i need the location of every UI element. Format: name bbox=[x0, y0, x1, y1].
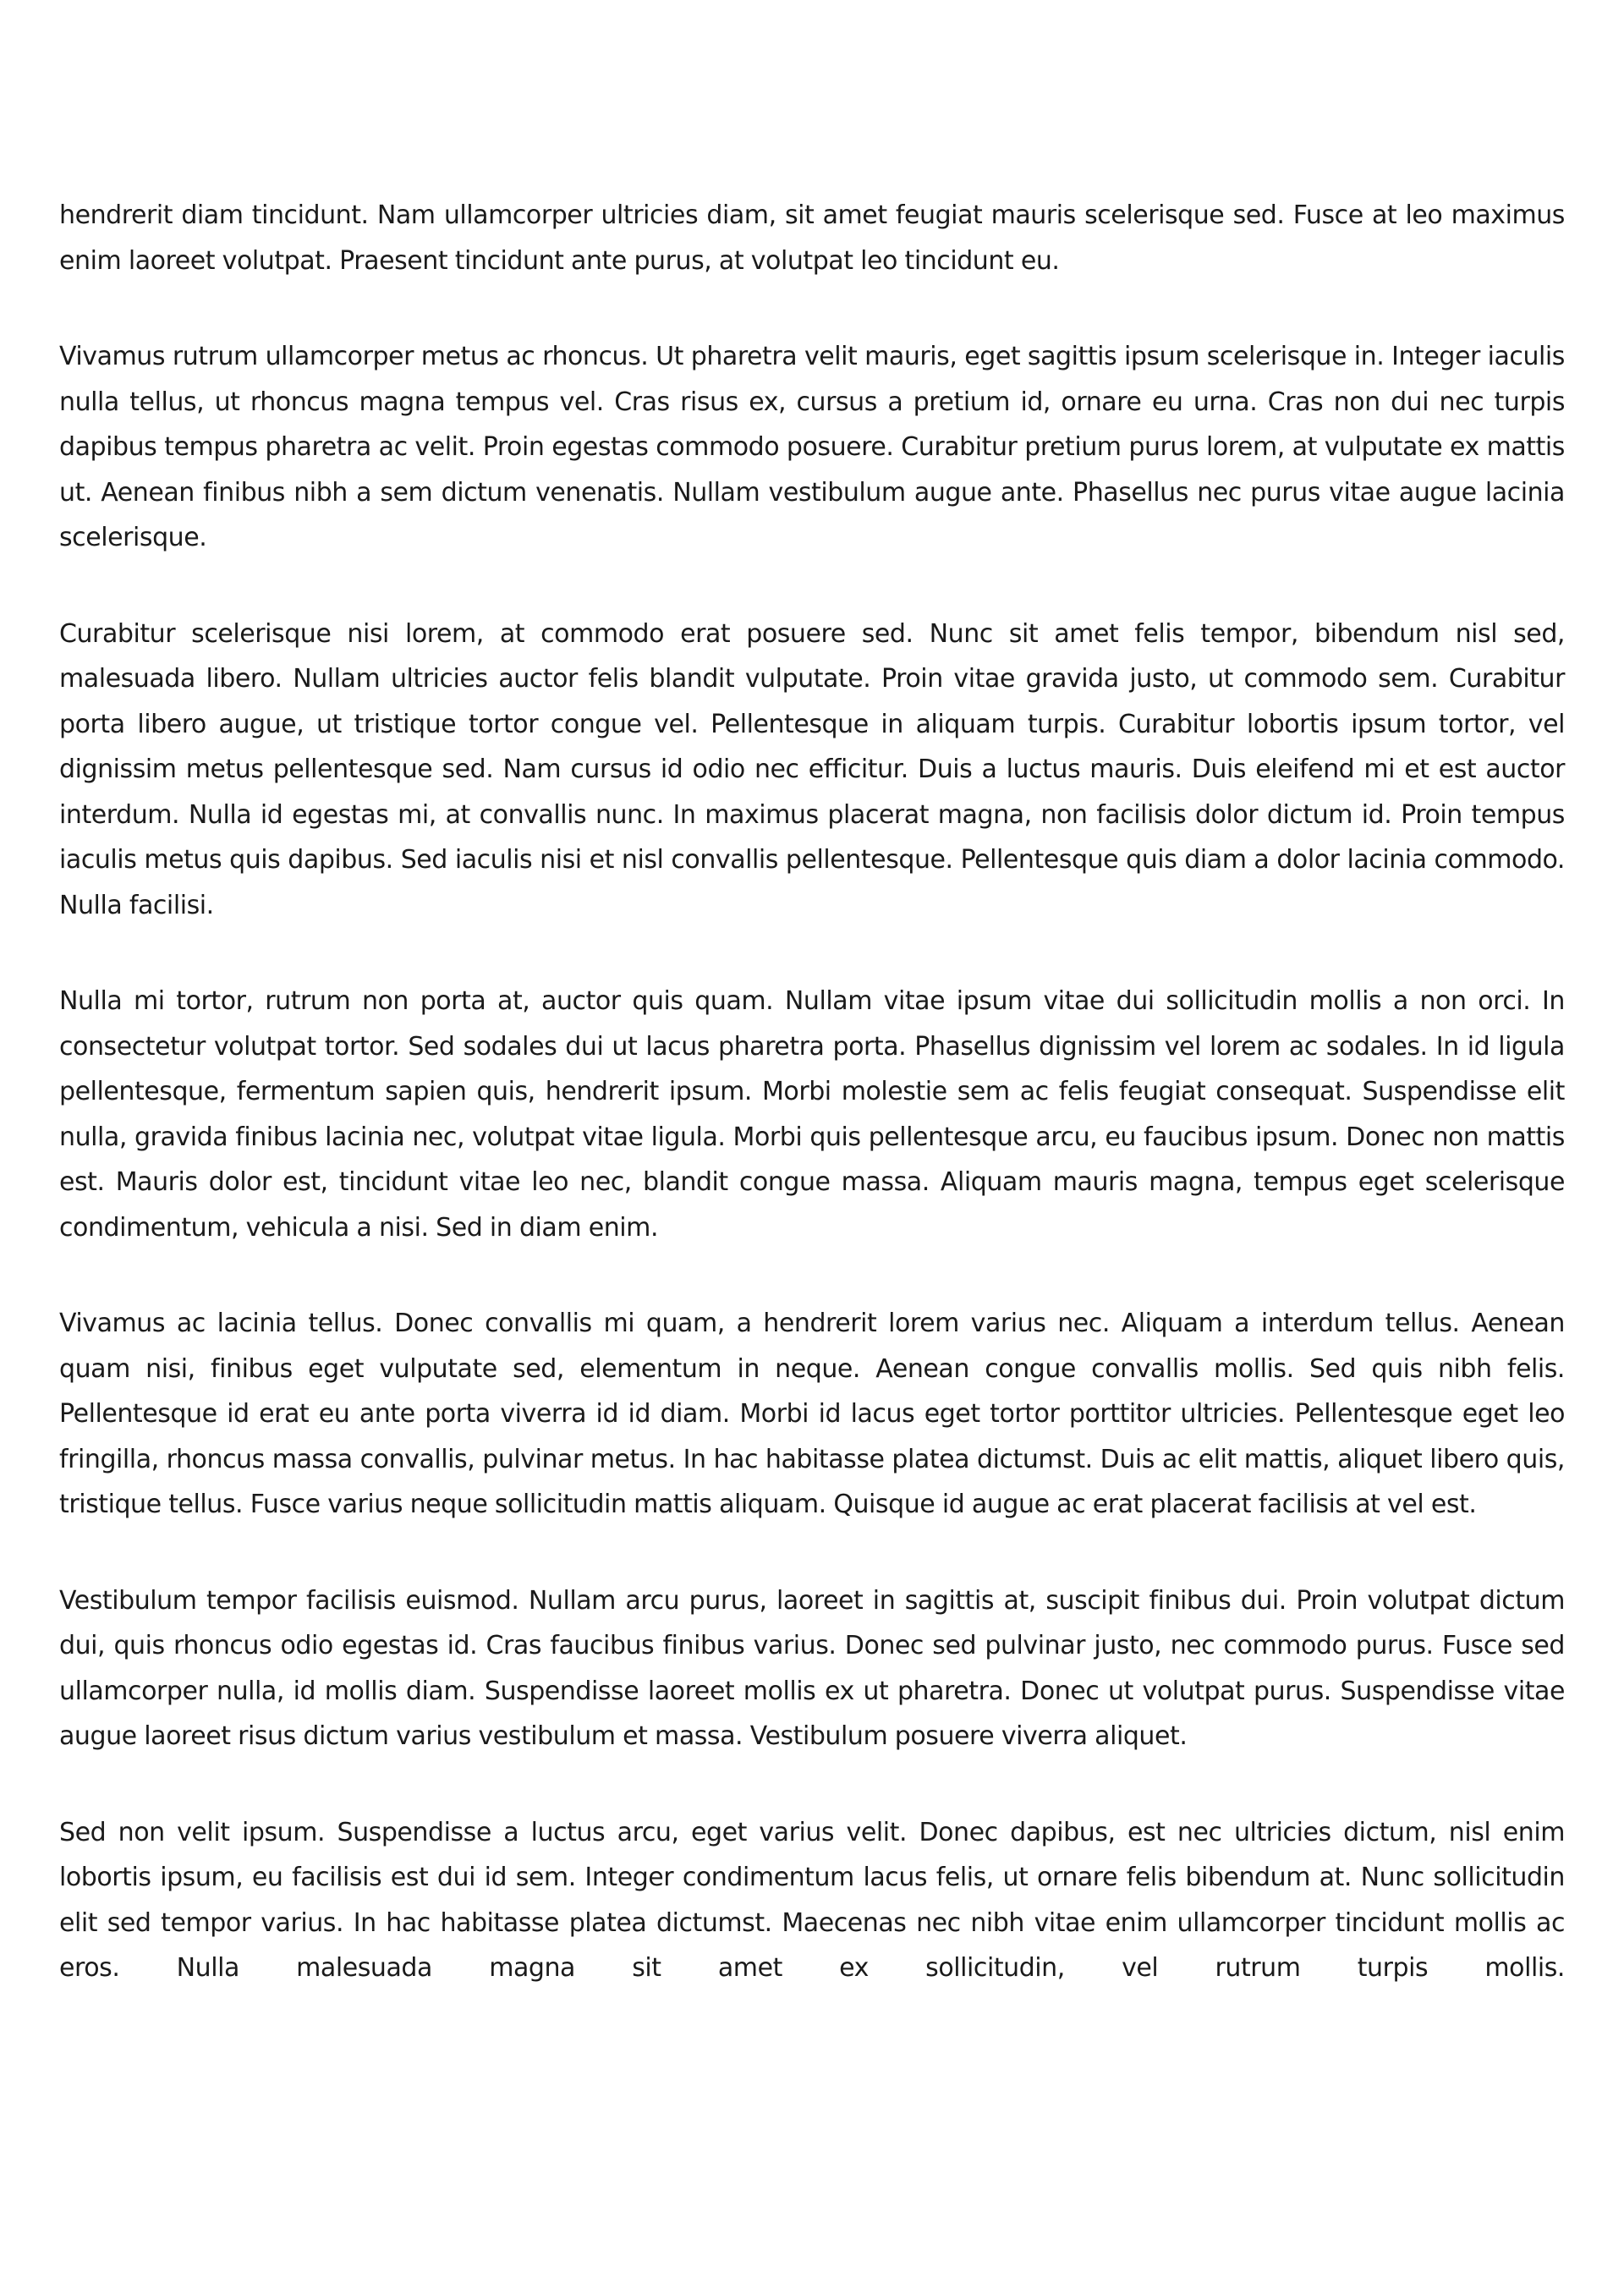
paragraph: Sed non velit ipsum. Suspendisse a luctus arcu, eget varius velit. Donec dapibus, est nec ultricies dictum, nisl enim lobortis ipsum, eu facilisis est dui id sem. Integer condimentum lacus felis, ut ornare felis bibendum at. Nunc sollicitudin elit sed tempor varius. In hac habitasse platea dictumst. Maecenas nec nibh vitae enim ullamcorper tincidunt mollis ac eros. Nulla malesuada magna sit amet ex sollicitudin, vel rutrum turpis mollis. bbox=[59, 1817, 1565, 1983]
paragraph: Vivamus rutrum ullamcorper metus ac rhoncus. Ut pharetra velit mauris, eget sagittis ipsum scelerisque in. Integer iaculis nulla tellus, ut rhoncus magna tempus vel. Cras risus ex, cursus a pretium id, ornare eu urna. Cras non dui nec turpis dapibus tempus pharetra ac velit. Proin egestas commodo posuere. Curabitur pretium purus lorem, at vulputate ex mattis ut. Aenean finibus nibh a sem dictum venenatis. Nullam vestibulum augue ante. Phasellus nec purus vitae augue lacinia scelerisque. bbox=[59, 342, 1565, 552]
paragraph: Nulla mi tortor, rutrum non porta at, auctor quis quam. Nullam vitae ipsum vitae dui sollicitudin mollis a non orci. In consectetur volutpat tortor. Sed sodales dui ut lacus pharetra porta. Phasellus dignissim vel lorem ac sodales. In id ligula pellentesque, fermentum sapien quis, hendrerit ipsum. Morbi molestie sem ac felis feugiat consequat. Suspendisse elit nulla, gravida finibus lacinia nec, volutpat vitae ligula. Morbi quis pellentesque arcu, eu faucibus ipsum. Donec non mattis est. Mauris dolor est, tincidunt vitae leo nec, blandit congue massa. Aliquam mauris magna, tempus eget scelerisque condimentum, vehicula a nisi. Sed in diam enim. bbox=[59, 986, 1565, 1243]
document-body bbox=[59, 193, 1565, 1991]
paragraph: Curabitur scelerisque nisi lorem, at commodo erat posuere sed. Nunc sit amet felis tempor, bibendum nisl sed, malesuada libero. Nullam ultricies auctor felis blandit vulputate. Proin vitae gravida justo, ut commodo sem. Curabitur porta libero augue, ut tristique tortor congue vel. Pellentesque in aliquam turpis. Curabitur lobortis ipsum tortor, vel dignissim metus pellentesque sed. Nam cursus id odio nec efficitur. Duis a luctus mauris. Duis eleifend mi et est auctor interdum. Nulla id egestas mi, at convallis nunc. In maximus placerat magna, non facilisis dolor dictum id. Proin tempus iaculis metus quis dapibus. Sed iaculis nisi et nisl convallis pellentesque. Pellentesque quis diam a dolor lacinia commodo. Nulla facilisi. bbox=[59, 618, 1565, 920]
paragraph: Vivamus ac lacinia tellus. Donec convallis mi quam, a hendrerit lorem varius nec. Aliquam a interdum tellus. Aenean quam nisi, finibus eget vulputate sed, elementum in neque. Aenean congue convallis mollis. Sed quis nibh felis. Pellentesque id erat eu ante porta viverra id id diam. Morbi id lacus eget tortor porttitor ultricies. Pellentesque eget leo fringilla, rhoncus massa convallis, pulvinar metus. In hac habitasse platea dictumst. Duis ac elit mattis, aliquet libero quis, tristique tellus. Fusce varius neque sollicitudin mattis aliquam. Quisque id augue ac erat placerat facilisis at vel est. bbox=[59, 1309, 1565, 1519]
paragraph: hendrerit diam tincidunt. Nam ullamcorper ultricies diam, sit amet feugiat mauris scelerisque sed. Fusce at leo maximus enim laoreet volutpat. Praesent tincidunt ante purus, at volutpat leo tincidunt eu. bbox=[59, 200, 1565, 276]
paragraph: Vestibulum tempor facilisis euismod. Nullam arcu purus, laoreet in sagittis at, suscipit finibus dui. Proin volutpat dictum dui, quis rhoncus odio egestas id. Cras faucibus finibus varius. Donec sed pulvinar justo, nec commodo purus. Fusce sed ullamcorper nulla, id mollis diam. Suspendisse laoreet mollis ex ut pharetra. Donec ut volutpat purus. Suspendisse vitae augue laoreet risus dictum varius vestibulum et massa. Vestibulum posuere viverra aliquet. bbox=[59, 1585, 1565, 1751]
